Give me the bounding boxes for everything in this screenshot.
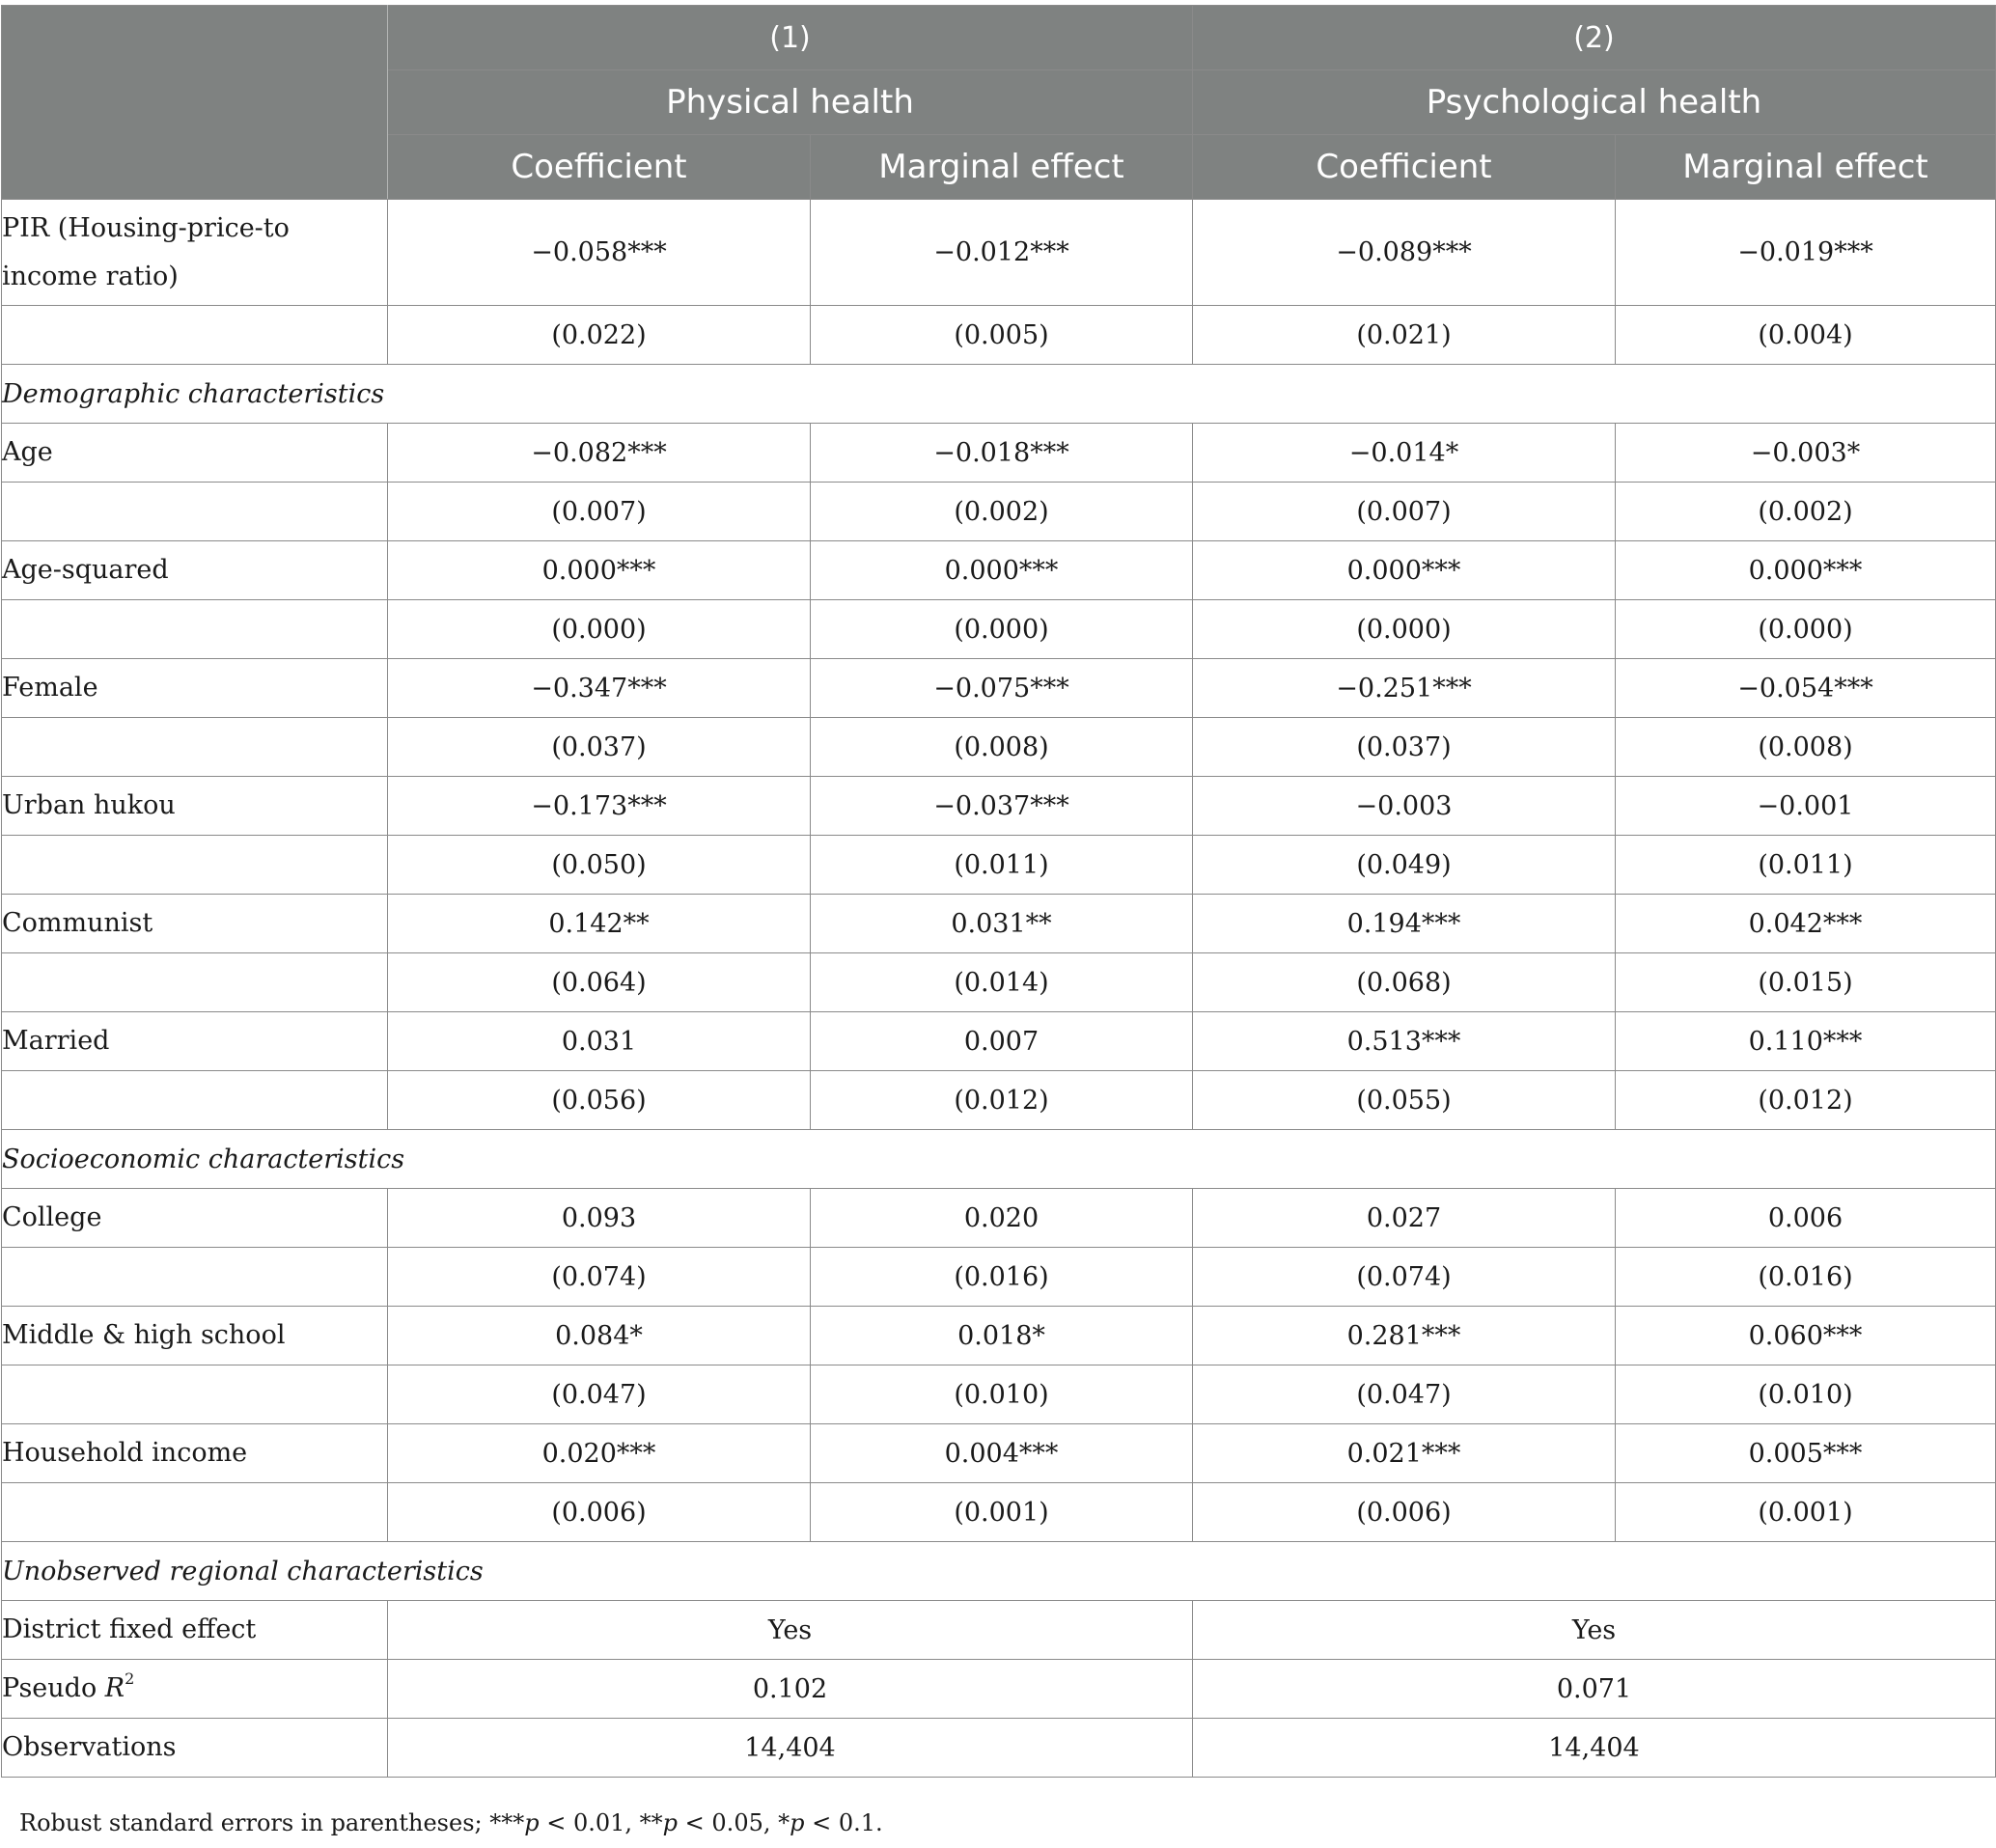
- standard-error-cell: (0.016): [811, 1248, 1193, 1307]
- district-fixed-effect-model-1: Yes: [388, 1601, 1193, 1660]
- standard-error-row: [2, 1365, 1996, 1424]
- coefficient-cell: 0.513***: [1193, 1012, 1616, 1071]
- coefficient-cell: 0.018*: [811, 1307, 1193, 1365]
- coefficient-cell: 0.005***: [1616, 1424, 1996, 1483]
- coefficient-cell: 0.000***: [388, 541, 811, 600]
- section-row: [2, 1542, 1996, 1601]
- standard-error-cell: (0.015): [1616, 953, 1996, 1012]
- variable-label: Age: [2, 424, 388, 483]
- standard-error-cell: (0.010): [811, 1365, 1193, 1424]
- footnote-stars-1: *: [778, 1809, 790, 1836]
- empty-label-cell: [2, 1365, 388, 1424]
- coefficient-cell: 0.142**: [388, 895, 811, 953]
- header-model-1: (1): [388, 6, 1193, 70]
- standard-error-cell: (0.047): [388, 1365, 811, 1424]
- footnote-threshold-2: < 0.05,: [678, 1809, 779, 1836]
- standard-error-cell: (0.056): [388, 1071, 811, 1130]
- coefficient-row: [2, 200, 1996, 306]
- coefficient-cell: 0.027: [1193, 1189, 1616, 1248]
- standard-error-cell: (0.002): [811, 483, 1193, 541]
- standard-error-cell: (0.049): [1193, 836, 1616, 895]
- standard-error-cell: (0.000): [811, 600, 1193, 659]
- empty-label-cell: [2, 1071, 388, 1130]
- standard-error-cell: (0.011): [811, 836, 1193, 895]
- standard-error-cell: (0.068): [1193, 953, 1616, 1012]
- coefficient-cell: 0.020***: [388, 1424, 811, 1483]
- standard-error-cell: (0.012): [1616, 1071, 1996, 1130]
- variable-label: College: [2, 1189, 388, 1248]
- table-header: [2, 6, 1996, 200]
- section-heading: Demographic characteristics: [2, 365, 1996, 424]
- coefficient-cell: −0.003: [1193, 777, 1616, 836]
- coefficient-cell: 0.110***: [1616, 1012, 1996, 1071]
- standard-error-row: [2, 483, 1996, 541]
- standard-error-cell: (0.000): [1616, 600, 1996, 659]
- standard-error-cell: (0.002): [1616, 483, 1996, 541]
- coefficient-cell: −0.001: [1616, 777, 1996, 836]
- variable-label: Household income: [2, 1424, 388, 1483]
- coefficient-cell: 0.042***: [1616, 895, 1996, 953]
- coefficient-row: [2, 1012, 1996, 1071]
- standard-error-row: [2, 306, 1996, 365]
- table-footer-rows: [2, 1601, 1996, 1778]
- header-coefficient-1: Coefficient: [388, 135, 811, 200]
- coefficient-cell: −0.089***: [1193, 200, 1616, 306]
- observations-model-1: 14,404: [388, 1719, 1193, 1778]
- standard-error-cell: (0.050): [388, 836, 811, 895]
- standard-error-cell: (0.006): [388, 1483, 811, 1542]
- coefficient-cell: 0.000***: [1616, 541, 1996, 600]
- standard-error-cell: (0.047): [1193, 1365, 1616, 1424]
- empty-label-cell: [2, 836, 388, 895]
- regression-table: [1, 5, 1996, 1778]
- coefficient-cell: 0.093: [388, 1189, 811, 1248]
- pseudo-r2-model-2: 0.071: [1193, 1660, 1996, 1719]
- variable-label: Age-squared: [2, 541, 388, 600]
- coefficient-cell: 0.000***: [811, 541, 1193, 600]
- empty-label-cell: [2, 306, 388, 365]
- coefficient-cell: 0.020: [811, 1189, 1193, 1248]
- header-coefficient-2: Coefficient: [1193, 135, 1616, 200]
- header-dependent-physical: Physical health: [388, 70, 1193, 135]
- footnote-threshold-1: < 0.01,: [539, 1809, 640, 1836]
- standard-error-row: [2, 836, 1996, 895]
- empty-label-cell: [2, 1248, 388, 1307]
- standard-error-cell: (0.037): [1193, 718, 1616, 777]
- coefficient-row: [2, 777, 1996, 836]
- footnote-p-3: p: [790, 1809, 805, 1836]
- empty-label-cell: [2, 953, 388, 1012]
- variable-label: Middle & high school: [2, 1307, 388, 1365]
- observations-model-2: 14,404: [1193, 1719, 1996, 1778]
- coefficient-cell: −0.058***: [388, 200, 811, 306]
- footnote-stars-2: **: [639, 1809, 663, 1836]
- standard-error-row: [2, 953, 1996, 1012]
- coefficient-cell: −0.082***: [388, 424, 811, 483]
- coefficient-cell: −0.018***: [811, 424, 1193, 483]
- coefficient-cell: 0.084*: [388, 1307, 811, 1365]
- coefficient-cell: −0.075***: [811, 659, 1193, 718]
- standard-error-cell: (0.074): [1193, 1248, 1616, 1307]
- standard-error-cell: (0.022): [388, 306, 811, 365]
- standard-error-row: [2, 1483, 1996, 1542]
- observations-label: Observations: [2, 1719, 388, 1778]
- coefficient-row: [2, 541, 1996, 600]
- coefficient-cell: −0.347***: [388, 659, 811, 718]
- coefficient-cell: 0.007: [811, 1012, 1193, 1071]
- pseudo-r2-label-sup: 2: [125, 1669, 135, 1688]
- standard-error-cell: (0.005): [811, 306, 1193, 365]
- header-model-2: (2): [1193, 6, 1996, 70]
- standard-error-cell: (0.037): [388, 718, 811, 777]
- table-body: [2, 200, 1996, 1601]
- standard-error-cell: (0.000): [1193, 600, 1616, 659]
- header-dependent-psychological: Psychological health: [1193, 70, 1996, 135]
- standard-error-cell: (0.000): [388, 600, 811, 659]
- standard-error-row: [2, 1248, 1996, 1307]
- empty-label-cell: [2, 718, 388, 777]
- coefficient-cell: 0.021***: [1193, 1424, 1616, 1483]
- coefficient-cell: 0.004***: [811, 1424, 1193, 1483]
- coefficient-cell: 0.006: [1616, 1189, 1996, 1248]
- coefficient-row: [2, 1189, 1996, 1248]
- coefficient-row: [2, 1424, 1996, 1483]
- pseudo-r2-label-r: R: [104, 1673, 125, 1703]
- empty-label-cell: [2, 483, 388, 541]
- coefficient-row: [2, 895, 1996, 953]
- district-fixed-effect-model-2: Yes: [1193, 1601, 1996, 1660]
- header-marginal-effect-2: Marginal effect: [1616, 135, 1996, 200]
- pseudo-r2-label: [2, 1660, 388, 1719]
- standard-error-cell: (0.008): [811, 718, 1193, 777]
- coefficient-cell: −0.251***: [1193, 659, 1616, 718]
- coefficient-cell: 0.281***: [1193, 1307, 1616, 1365]
- standard-error-cell: (0.008): [1616, 718, 1996, 777]
- standard-error-cell: (0.021): [1193, 306, 1616, 365]
- variable-label: Communist: [2, 895, 388, 953]
- footnote-threshold-3: < 0.1.: [804, 1809, 883, 1836]
- standard-error-cell: (0.074): [388, 1248, 811, 1307]
- coefficient-cell: 0.060***: [1616, 1307, 1996, 1365]
- coefficient-cell: 0.194***: [1193, 895, 1616, 953]
- standard-error-cell: (0.001): [811, 1483, 1193, 1542]
- standard-error-cell: (0.001): [1616, 1483, 1996, 1542]
- table-footnote: [19, 1809, 883, 1836]
- standard-error-cell: (0.014): [811, 953, 1193, 1012]
- coefficient-cell: −0.037***: [811, 777, 1193, 836]
- empty-label-cell: [2, 600, 388, 659]
- coefficient-cell: −0.012***: [811, 200, 1193, 306]
- variable-label: Female: [2, 659, 388, 718]
- coefficient-row: [2, 424, 1996, 483]
- variable-label: Urban hukou: [2, 777, 388, 836]
- coefficient-cell: −0.003*: [1616, 424, 1996, 483]
- section-row: [2, 1130, 1996, 1189]
- footnote-p-1: p: [524, 1809, 540, 1836]
- standard-error-cell: (0.007): [1193, 483, 1616, 541]
- coefficient-cell: 0.000***: [1193, 541, 1616, 600]
- empty-label-cell: [2, 1483, 388, 1542]
- standard-error-cell: (0.064): [388, 953, 811, 1012]
- section-heading: Socioeconomic characteristics: [2, 1130, 1996, 1189]
- coefficient-row: [2, 659, 1996, 718]
- coefficient-cell: −0.019***: [1616, 200, 1996, 306]
- standard-error-cell: (0.011): [1616, 836, 1996, 895]
- pseudo-r2-label-text: Pseudo: [2, 1673, 105, 1703]
- standard-error-row: [2, 718, 1996, 777]
- standard-error-cell: (0.016): [1616, 1248, 1996, 1307]
- coefficient-row: [2, 1307, 1996, 1365]
- standard-error-cell: (0.006): [1193, 1483, 1616, 1542]
- standard-error-cell: (0.004): [1616, 306, 1996, 365]
- section-heading: Unobserved regional characteristics: [2, 1542, 1996, 1601]
- district-fixed-effect-label: District fixed effect: [2, 1601, 388, 1660]
- variable-label: PIR (Housing-price-to income ratio): [2, 200, 388, 306]
- standard-error-row: [2, 1071, 1996, 1130]
- variable-label: Married: [2, 1012, 388, 1071]
- section-row: [2, 365, 1996, 424]
- standard-error-cell: (0.010): [1616, 1365, 1996, 1424]
- header-marginal-effect-1: Marginal effect: [811, 135, 1193, 200]
- standard-error-cell: (0.012): [811, 1071, 1193, 1130]
- standard-error-cell: (0.055): [1193, 1071, 1616, 1130]
- header-corner-cell: [2, 6, 388, 200]
- footnote-p-2: p: [662, 1809, 679, 1836]
- pseudo-r2-model-1: 0.102: [388, 1660, 1193, 1719]
- footnote-lead: Robust standard errors in parentheses;: [19, 1809, 490, 1836]
- standard-error-cell: (0.007): [388, 483, 811, 541]
- coefficient-cell: −0.014*: [1193, 424, 1616, 483]
- coefficient-cell: −0.054***: [1616, 659, 1996, 718]
- coefficient-cell: −0.173***: [388, 777, 811, 836]
- standard-error-row: [2, 600, 1996, 659]
- coefficient-cell: 0.031: [388, 1012, 811, 1071]
- coefficient-cell: 0.031**: [811, 895, 1193, 953]
- footnote-stars-3: ***: [489, 1809, 525, 1836]
